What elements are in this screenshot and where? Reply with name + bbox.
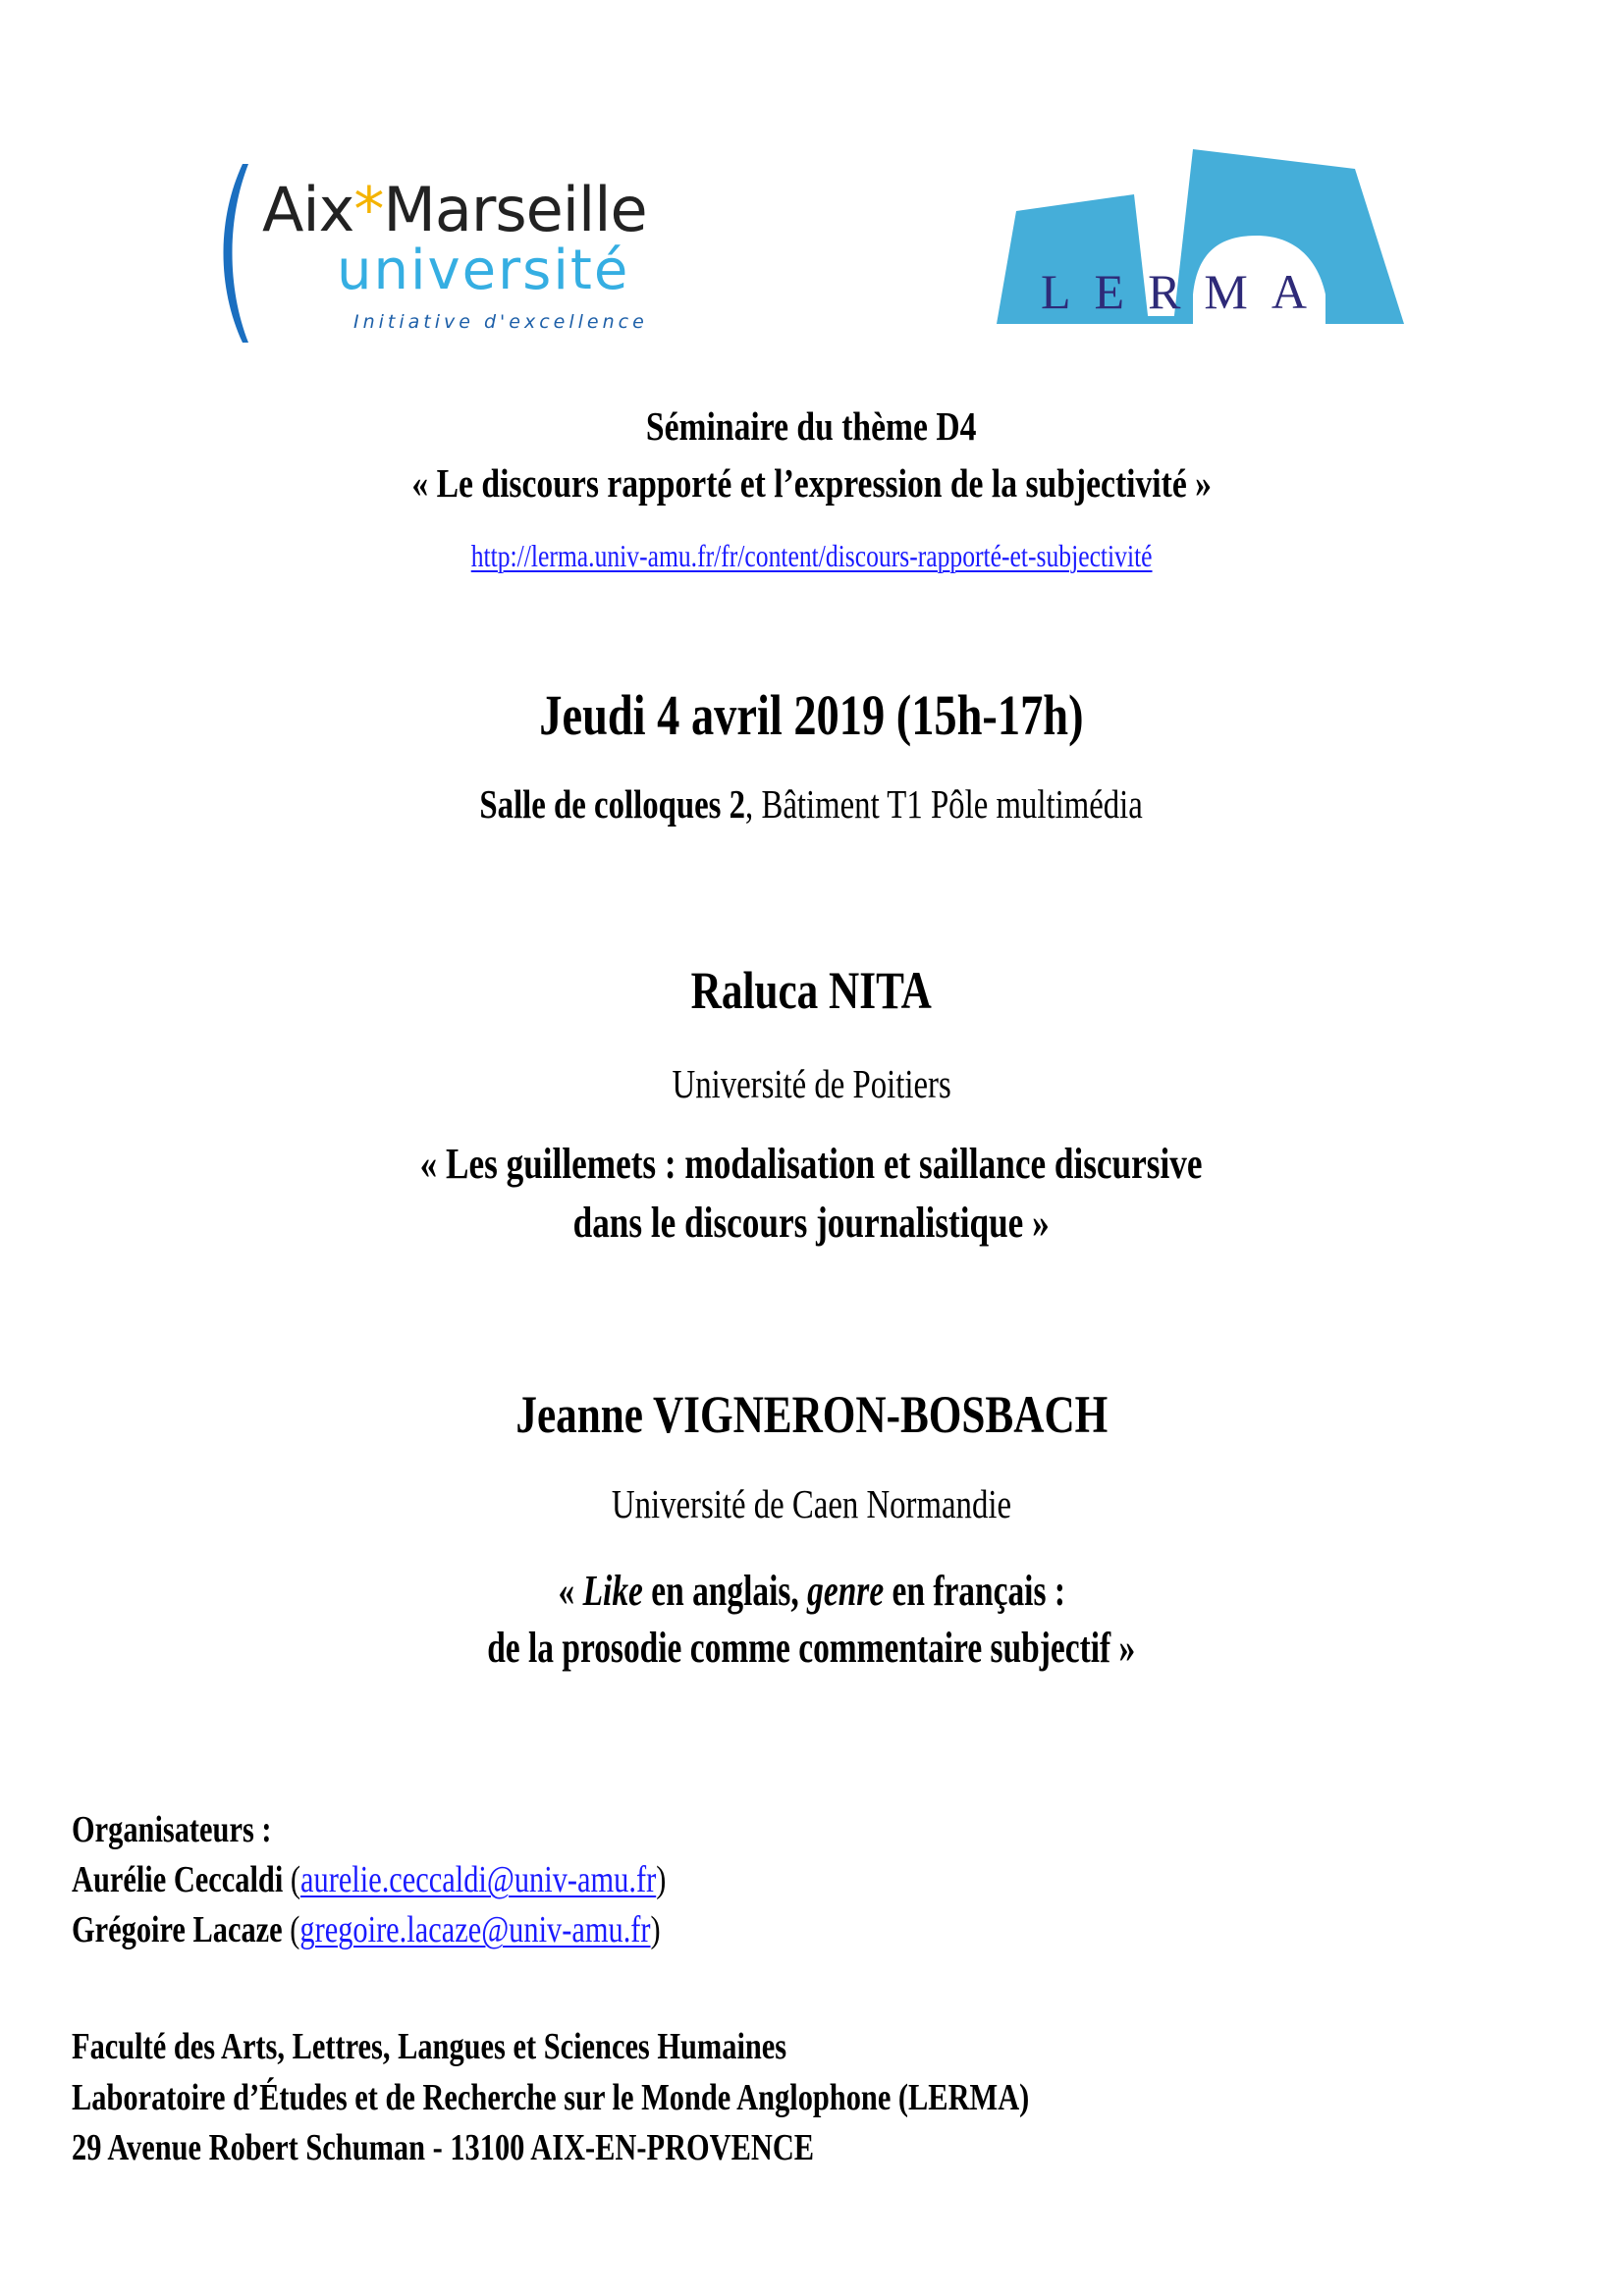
logo-bracket-icon [211,160,260,347]
aix-marseille-universite-logo [211,152,722,348]
logo-line-aix-marseille: Aix*Marseille [262,174,647,245]
organizer-row: Grégoire Lacaze (gregoire.lacaze@univ-amu.fr) [72,1909,661,1950]
speaker-affiliation: Université de Caen Normandie [611,1481,1012,1526]
organizer-row: Aurélie Ceccaldi (aurelie.ceccaldi@univ-amu.fr) [72,1859,667,1900]
organizer-name: Grégoire Lacaze [72,1909,283,1950]
asterisk-star-icon: * [353,174,384,245]
faculty-line: Faculté des Arts, Lettres, Langues et Sciences Humaines [72,2026,787,2067]
seminar-title: Séminaire du thème D4 [646,403,977,449]
seminar-url-row [0,538,1623,574]
logo-tagline: Initiative d'excellence [353,311,648,333]
room-building: , Bâtiment T1 Pôle multimédia [745,781,1144,827]
organizer-email-link[interactable]: gregoire.lacaze@univ-amu.fr [299,1909,651,1950]
event-room [0,780,1623,828]
logo-line-universite: université [337,239,630,302]
street-address-line: 29 Avenue Robert Schuman - 13100 AIX-EN-PROVENCE [72,2127,815,2168]
talk-title-line: « Les guillemets : modalisation et saillance discursive [420,1140,1203,1188]
organizer-email-link[interactable]: aurelie.ceccaldi@univ-amu.fr [300,1859,657,1900]
organizer-name: Aurélie Ceccaldi [72,1859,284,1900]
talk-title-line: « Like en anglais, genre en français : [558,1567,1065,1615]
speaker-name: Raluca NITA [690,961,933,1020]
laboratory-line: Laboratoire d’Études et de Recherche sur le Monde Anglophone (LERMA) [72,2077,1030,2118]
speaker-affiliation: Université de Poitiers [672,1061,951,1106]
seminar-url-link[interactable]: http://lerma.univ-amu.fr/fr/content/discours-rapporté-et-subjectivité [470,538,1153,573]
talk-title-line: de la prosodie comme commentaire subjectif » [487,1624,1136,1672]
seminar-subtitle: « Le discours rapporté et l’expression de la subjectivité » [411,460,1212,506]
organizers-label: Organisateurs : [72,1809,272,1850]
room-name: Salle de colloques 2 [479,781,746,827]
event-date: Jeudi 4 avril 2019 (15h-17h) [539,683,1084,747]
speaker-name: Jeanne VIGNERON-BOSBACH [515,1385,1108,1444]
lerma-logo [987,137,1429,334]
lerma-wordmark: LERMA [1041,264,1330,319]
talk-title-line: dans le discours journalistique » [572,1199,1051,1247]
